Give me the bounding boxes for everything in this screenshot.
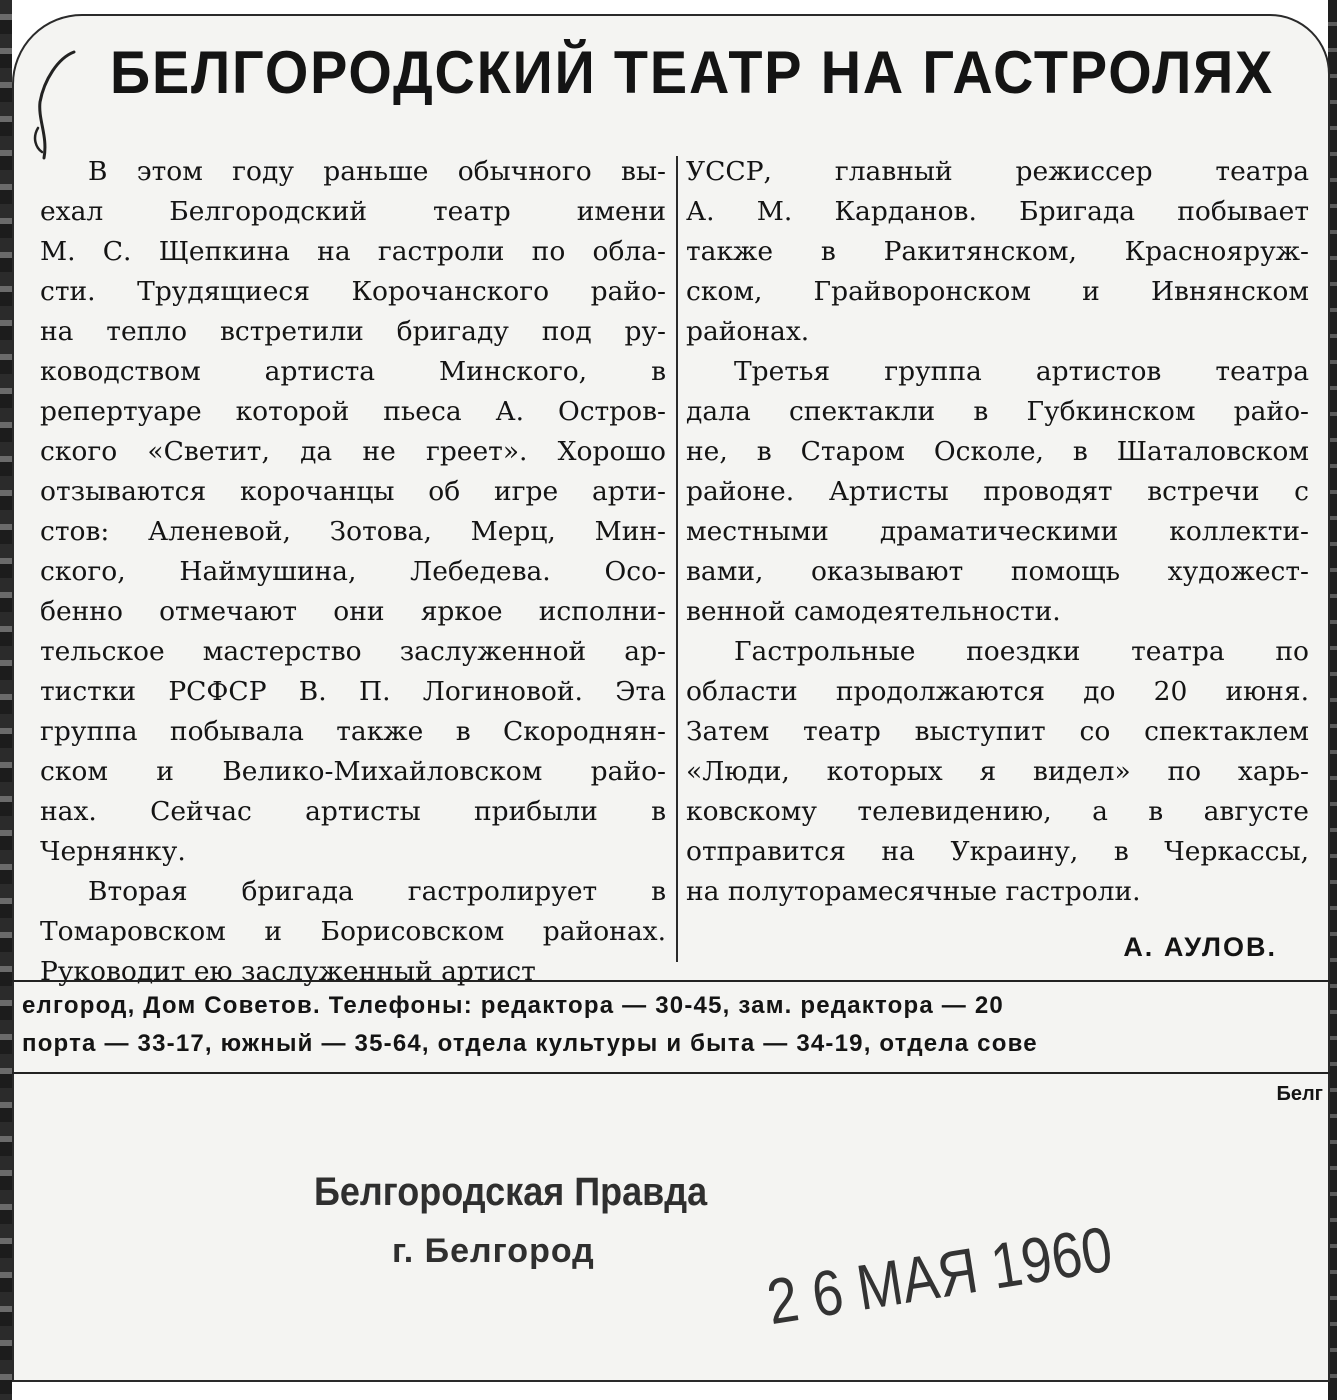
pencil-mark-icon: [18, 40, 78, 160]
article-line: бенно отмечают они яркое исполни-: [40, 596, 666, 627]
article-line: Затем театр выступит со спектаклем: [686, 716, 1309, 747]
article-line: на полуторамесячные гастроли.: [686, 876, 1141, 907]
article-headline: БЕЛГОРОДСКИЙ ТЕАТР НА ГАСТРОЛЯХ: [110, 39, 1275, 106]
article-line: также в Ракитянском, Краснояруж-: [686, 236, 1309, 267]
article-line: области продолжаются до 20 июня.: [686, 676, 1309, 707]
article-paragraph: [686, 352, 1309, 632]
article-paragraph: [40, 152, 666, 872]
article-paragraph: [40, 872, 666, 992]
article-line: УССР, главный режиссер театра: [686, 156, 1309, 187]
stamp-date: 2 6 МАЯ 1960: [762, 1212, 1117, 1339]
article-line: ского, Наймушина, Лебедева. Осо-: [40, 556, 666, 587]
article-line: сти. Трудящиеся Корочанского райо-: [40, 276, 666, 307]
article-line: ском и Велико-Михайловском райо-: [40, 756, 666, 787]
article-line: ководством артиста Минского, в: [40, 356, 666, 387]
author-signature: А. АУЛОВ.: [1123, 932, 1277, 962]
article-line: ского «Светит, да не греет». Хорошо: [40, 436, 666, 467]
article-line: венной самодеятельности.: [686, 596, 1061, 627]
article-line: ехал Белгородский театр имени: [40, 196, 666, 227]
article-line: группа побывала также в Скороднян-: [40, 716, 666, 747]
article-line: на тепло встретили бригаду под ру-: [40, 316, 666, 347]
article-line: Гастрольные поездки театра по: [734, 636, 1309, 667]
stamp-city: г. Белгород: [392, 1232, 595, 1270]
article-line: репертуаре которой пьеса А. Остров-: [40, 396, 666, 427]
article-line: дала спектакли в Губкинском райо-: [686, 396, 1309, 427]
article-line: Третья группа артистов театра: [734, 356, 1309, 387]
footer-contacts-line-1: елгород, Дом Советов. Телефоны: редактора — 30-45, зам. редактора — 20: [22, 992, 1004, 1019]
article-line: вами, оказывают помощь художест-: [686, 556, 1309, 587]
article-line: районах.: [686, 316, 810, 347]
article-line: районе. Артисты проводят встречи с: [686, 476, 1309, 507]
article-line: Вторая бригада гастролирует в: [88, 876, 666, 907]
article-column-left: [40, 152, 666, 992]
article-line: «Люди, которых я видел» по харь-: [686, 756, 1309, 787]
article-line: нах. Сейчас артисты прибыли в: [40, 796, 666, 827]
torn-left-edge: [0, 0, 12, 1400]
article-line: тельское мастерство заслуженной ар-: [40, 636, 666, 667]
article-line: М. С. Щепкина на гастроли по обла-: [40, 236, 666, 267]
article-paragraph: [686, 152, 1309, 352]
article-line: тистки РСФСР В. П. Логиновой. Эта: [40, 676, 666, 707]
article-line: местными драматическими коллекти-: [686, 516, 1309, 547]
article-line: отзываются корочанцы об игре арти-: [40, 476, 666, 507]
article-line: ковскому телевидению, а в августе: [686, 796, 1309, 827]
column-divider: [676, 156, 678, 962]
article-line: А. М. Карданов. Бригада побывает: [686, 196, 1309, 227]
article-paragraph: [686, 632, 1309, 912]
article-line: ском, Грайворонском и Ивнянском: [686, 276, 1309, 307]
article-line: Томаровском и Борисовском районах.: [40, 916, 666, 947]
article-line: Чернянку.: [40, 836, 186, 867]
article-line: В этом году раньше обычного вы-: [88, 156, 666, 187]
footer-contacts-line-2: порта — 33-17, южный — 35-64, отдела культуры и быта — 34-19, отдела сове: [22, 1030, 1038, 1057]
footer-corner-word: Белг: [1276, 1083, 1323, 1105]
article-line: стов: Аленевой, Зотова, Мерц, Мин-: [40, 516, 666, 547]
article-line: Руководит ею заслуженный артист: [40, 956, 536, 987]
article-column-right: [686, 152, 1309, 912]
article-line: не, в Старом Осколе, в Шаталовском: [686, 436, 1309, 467]
article-line: отправится на Украину, в Черкассы,: [686, 836, 1309, 867]
stamp-newspaper-name: Белгородская Правда: [314, 1170, 708, 1214]
